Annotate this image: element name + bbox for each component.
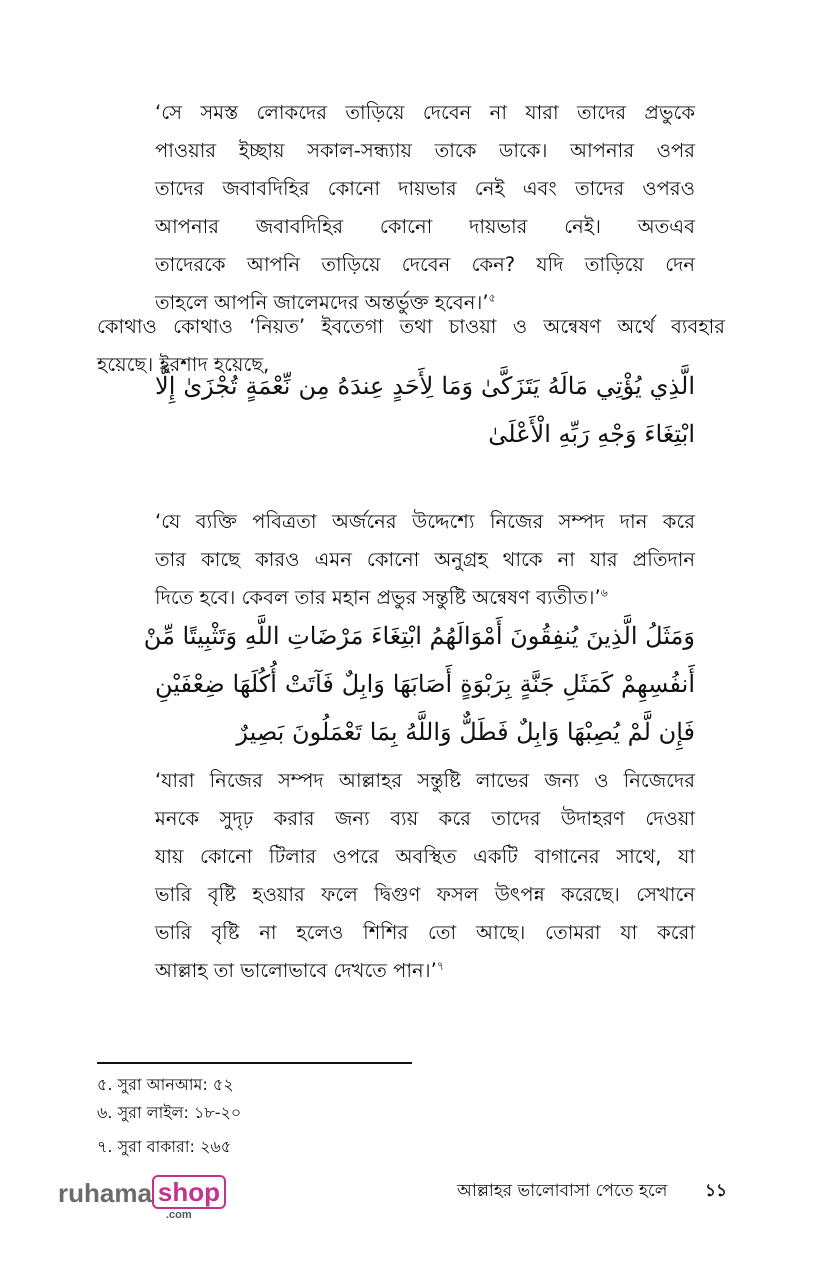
text-line bbox=[155, 762, 695, 800]
footnote-ref[interactable]: ৬ bbox=[600, 586, 608, 600]
logo-text-com: .com bbox=[166, 1209, 192, 1221]
line-text: হয়েছে। ইরশাদ হয়েছে, bbox=[97, 353, 270, 376]
text-line bbox=[155, 170, 695, 208]
line-text: فَإِن لَّمْ يُصِبْهَا وَابِلٌ فَطَلٌّ وَاللَّهُ بِمَا تَعْمَلُونَ بَصِيرٌ bbox=[236, 718, 695, 746]
text-line bbox=[155, 94, 695, 132]
line-text: মনকে সুদৃঢ় করার জন্য ব্যয় করে তাদের উদাহরণ দেওয়া bbox=[155, 807, 695, 830]
text-line bbox=[155, 800, 695, 838]
line-text: আল্লাহ তা ভালোভাবে দেখতে পান।’ bbox=[155, 959, 437, 982]
quote-1 bbox=[155, 94, 695, 322]
footnote-6: ৬. সুরা লাইল: ১৮-২০ bbox=[97, 1103, 242, 1122]
text-line bbox=[155, 541, 695, 579]
text-line bbox=[155, 914, 695, 952]
footnote-7: ৭. সুরা বাকারা: ২৬৫ bbox=[97, 1137, 232, 1156]
line-text: দিতে হবে। কেবল তার মহান প্রভুর সন্তুষ্টি অন্বেষণ ব্যতীত।’ bbox=[155, 586, 601, 609]
text-line bbox=[155, 208, 695, 246]
text-line bbox=[155, 362, 695, 410]
page-number: ১১ bbox=[705, 1181, 728, 1201]
footnote-ref[interactable]: ৭ bbox=[436, 959, 444, 973]
logo-text-ruhama: ruhama bbox=[58, 1178, 152, 1208]
text-line bbox=[155, 708, 695, 756]
text-line bbox=[155, 410, 695, 458]
text-line bbox=[155, 838, 695, 876]
text-line bbox=[155, 246, 695, 284]
text-line bbox=[155, 132, 695, 170]
line-text: তাহলে আপনি জালেমদের অন্তর্ভুক্ত হবেন।’ bbox=[155, 291, 489, 314]
line-text: ابْتِغَاءَ وَجْهِ رَبِّهِ الْأَعْلَىٰ bbox=[488, 420, 695, 448]
line-text: তার কাছে কারও এমন কোনো অনুগ্রহ থাকে না যার প্রতিদান bbox=[155, 548, 695, 571]
line-text: কোথাও কোথাও ‘নিয়ত’ ইবতেগা তথা চাওয়া ও অন্বেষণ অর্থে ব্যবহার bbox=[97, 315, 725, 338]
quote-3 bbox=[155, 762, 695, 990]
line-text: أَنفُسِهِمْ كَمَثَلِ جَنَّةٍ بِرَبْوَةٍ أَصَابَهَا وَابِلٌ فَآتَتْ أُكُلَهَا ضِعْفَيْنِ bbox=[155, 670, 695, 698]
text-line bbox=[155, 952, 695, 990]
footnote-ref[interactable]: ৫ bbox=[488, 291, 496, 305]
line-text: পাওয়ার ইচ্ছায় সকাল-সন্ধ্যায় তাকে ডাকে। আপনার ওপর bbox=[155, 139, 695, 162]
line-text: الَّذِي يُؤْتِي مَالَهُ يَتَزَكَّىٰ وَمَا لِأَحَدٍ عِندَهُ مِن نِّعْمَةٍ تُجْزَىٰ إِلَّا bbox=[155, 372, 695, 400]
text-line bbox=[155, 660, 695, 708]
quote-2 bbox=[155, 503, 695, 617]
footnote-divider bbox=[97, 1062, 412, 1064]
line-text: وَمَثَلُ الَّذِينَ يُنفِقُونَ أَمْوَالَهُمُ ابْتِغَاءَ مَرْضَاتِ اللَّهِ وَتَثْبِيتًا مِّنْ bbox=[143, 622, 695, 650]
logo-text-shop: shop bbox=[152, 1175, 226, 1209]
line-text: ‘যে ব্যক্তি পবিত্রতা অর্জনের উদ্দেশ্যে নিজের সম্পদ দান করে bbox=[155, 510, 695, 533]
line-text: তাদেরকে আপনি তাড়িয়ে দেবেন কেন? যদি তাড়িয়ে দেন bbox=[155, 253, 695, 276]
line-text: আপনার জবাবদিহির কোনো দায়ভার নেই। অতএব bbox=[155, 215, 695, 238]
ruhamashop-logo bbox=[58, 1175, 226, 1221]
text-line bbox=[97, 308, 725, 346]
line-text: ভারি বৃষ্টি হওয়ার ফলে দ্বিগুণ ফসল উৎপন্ন করেছে। সেখানে bbox=[155, 883, 695, 906]
arabic-verse-2 bbox=[143, 612, 695, 756]
line-text: ‘যারা নিজের সম্পদ আল্লাহর সন্তুষ্টি লাভের জন্য ও নিজেদের bbox=[155, 769, 695, 792]
line-text: ভারি বৃষ্টি না হলেও শিশির তো আছে। তোমরা যা করো bbox=[155, 921, 695, 944]
text-line bbox=[155, 503, 695, 541]
footnote-5: ৫. সুরা আনআম: ৫২ bbox=[97, 1075, 234, 1094]
text-line bbox=[155, 876, 695, 914]
line-text: যায় কোনো টিলার ওপরে অবস্থিত একটি বাগানের সাথে, যা bbox=[155, 845, 695, 868]
line-text: তাদের জবাবদিহির কোনো দায়ভার নেই এবং তাদের ওপরও bbox=[155, 177, 695, 200]
arabic-verse-1 bbox=[155, 362, 695, 458]
running-footer-title: আল্লাহর ভালোবাসা পেতে হলে bbox=[457, 1181, 668, 1201]
line-text: ‘সে সমস্ত লোকদের তাড়িয়ে দেবেন না যারা তাদের প্রভুকে bbox=[155, 101, 695, 124]
text-line bbox=[143, 612, 695, 660]
